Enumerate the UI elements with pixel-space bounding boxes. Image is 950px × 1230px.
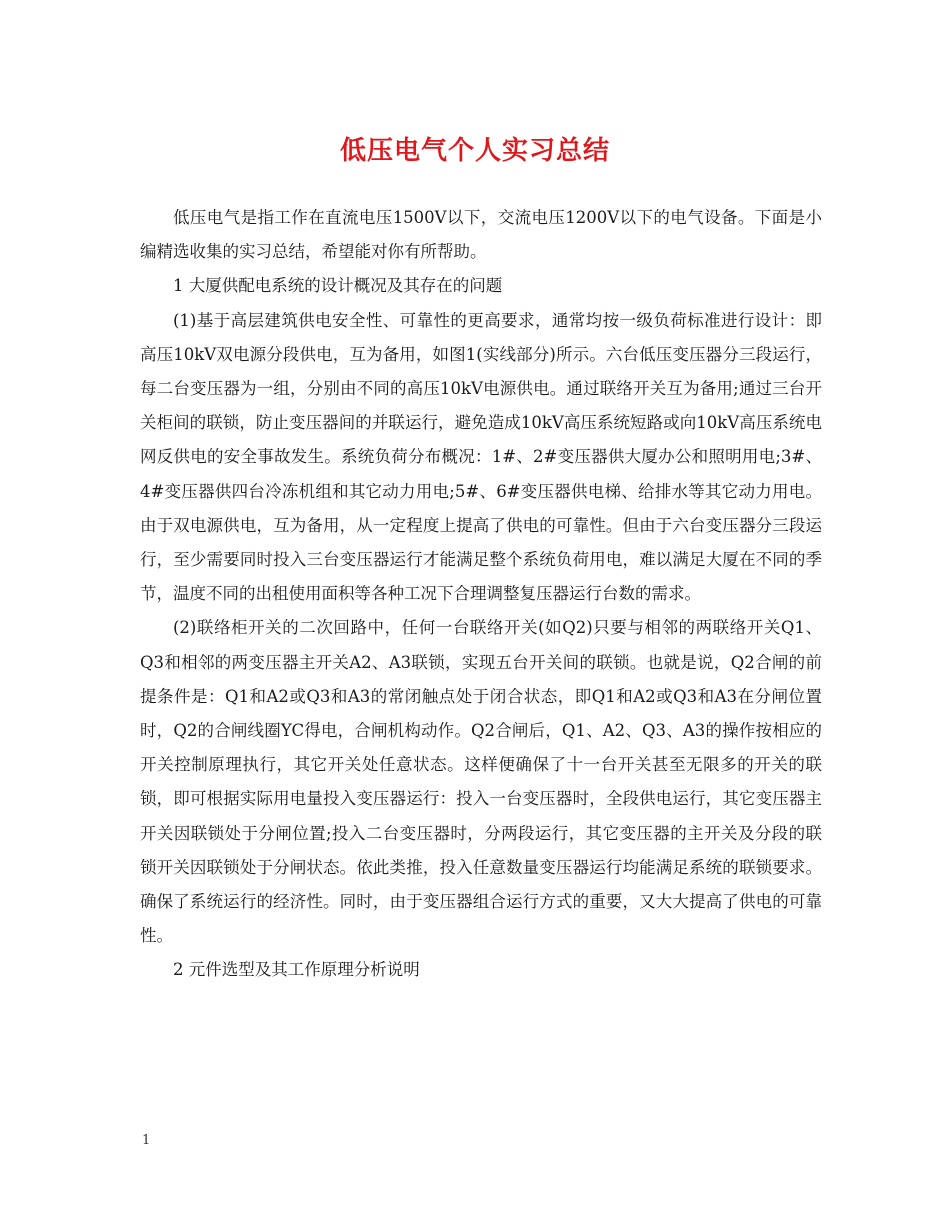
body-paragraph-2: (2)联络柜开关的二次回路中，任何一台联络开关(如Q2)只要与相邻的两联络开关Q1、Q3和相邻的两变压器主开关A2、A3联锁，实现五台开关间的联锁。也就是说，Q2合闸的前提条件是：Q1和A2或Q3和A3的常闭触点处于闭合状态，即Q1和A2或Q3和A3在分闸位置时，Q2的合闸线圈YC得电，合闸机构动作。Q2合闸后，Q1、A2、Q3、A3的操作按相应的开关控制原理执行，其它开关处任意状态。这样便确保了十一台开关甚至无限多的开关的联锁，即可根据实际用电量投入变压器运行：投入一台变压器时，全段供电运行，其它变压器主开关因联锁处于分闸位置;投入二台变压器时，分两段运行，其它变压器的主开关及分段的联锁开关因联锁处于分闸状态。依此类推，投入任意数量变压器运行均能满足系统的联锁要求。确保了系统运行的经济性。同时，由于变压器组合运行方式的重要，又大大提高了供电的可靠性。 [140,618,822,946]
intro-paragraph: 低压电气是指工作在直流电压1500V以下，交流电压1200V以下的电气设备。下面是小编精选收集的实习总结，希望能对你有所帮助。 [140,208,822,262]
body-paragraph-1: (1)基于高层建筑供电安全性、可靠性的更高要求，通常均按一级负荷标准进行设计：即高压10kV双电源分段供电，互为备用，如图1(实线部分)所示。六台低压变压器分三段运行，每二台变压器为一组，分别由不同的高压10kV电源供电。通过联络开关互为备用;通过三台开关柜间的联锁，防止变压器间的并联运行，避免造成10kV高压系统短路或向10kV高压系统电网反供电的安全事故发生。系统负荷分布概况：1#、2#变压器供大厦办公和照明用电;3#、4#变压器供四台冷冻机组和其它动力用电;5#、6#变压器供电梯、给排水等其它动力用电。由于双电源供电，互为备用，从一定程度上提高了供电的可靠性。但由于六台变压器分三段运行，至少需要同时投入三台变压器运行才能满足整个系统负荷用电，难以满足大厦在不同的季节，温度不同的出租使用面积等各种工况下合理调整复压器运行台数的需求。 [140,310,822,604]
document-title: 低压电气个人实习总结 [339,136,610,166]
section-heading-1: 1 大厦供配电系统的设计概况及其存在的问题 [173,276,503,296]
page-number: 1 [142,1133,151,1148]
section-heading-2: 2 元件选型及其工作原理分析说明 [173,960,420,980]
document-body [140,201,822,988]
